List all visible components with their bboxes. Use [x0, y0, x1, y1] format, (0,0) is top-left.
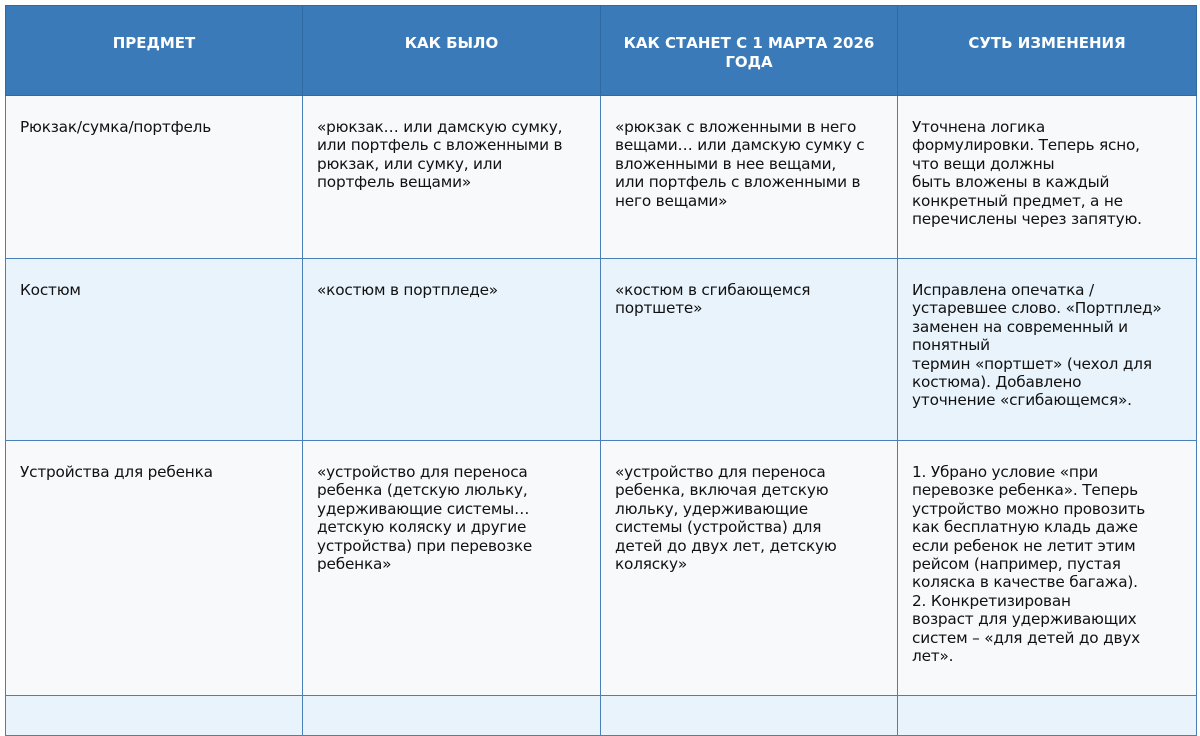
- header-item: ПРЕДМЕТ: [6, 6, 303, 96]
- header-change: СУТЬ ИЗМЕНЕНИЯ: [898, 6, 1197, 96]
- cell-before: «костюм в портпледе»: [303, 259, 601, 441]
- cell-before: «устройство для переноса ребенка (детскую люльку, удерживающие системы… детскую коляску и другие устройства) при перевозке ребенка»: [303, 441, 601, 696]
- cell-change: Уточнена логика формулировки. Теперь ясно, что вещи должны быть вложены в каждый конкретный предмет, а не перечислены через запятую.: [898, 96, 1197, 259]
- cell-after: «костюм в сгибающемся портшете»: [601, 259, 898, 441]
- cell-change: Исправлена опечатка / устаревшее слово. «Портплед» заменен на современный и понятный термин «портшет» (чехол для костюма). Добавлено уточнение «сгибающемся».: [898, 259, 1197, 441]
- table-row-partial: [6, 696, 1197, 736]
- cell-after: «рюкзак с вложенными в него вещами… или дамскую сумку с вложенными в нее вещами, или портфель с вложенными в него вещами»: [601, 96, 898, 259]
- table-row: [6, 441, 1197, 696]
- cell-empty: [303, 696, 601, 736]
- header-before: КАК БЫЛО: [303, 6, 601, 96]
- cell-empty: [601, 696, 898, 736]
- cell-before: «рюкзак… или дамскую сумку, или портфель с вложенными в рюкзак, или сумку, или портфель вещами»: [303, 96, 601, 259]
- table-row: [6, 96, 1197, 259]
- cell-change: 1. Убрано условие «при перевозке ребенка». Теперь устройство можно провозить как бесплатную кладь даже если ребенок не летит этим рейсом (например, пустая коляска в качестве багажа). 2. Конкретизирован возраст для удерживающих систем – «для детей до двух лет».: [898, 441, 1197, 696]
- cell-item: Костюм: [6, 259, 303, 441]
- cell-after: «устройство для переноса ребенка, включая детскую люльку, удерживающие системы (устройства) для детей до двух лет, детскую коляску»: [601, 441, 898, 696]
- cell-item: Устройства для ребенка: [6, 441, 303, 696]
- cell-item: Рюкзак/сумка/портфель: [6, 96, 303, 259]
- cell-empty: [6, 696, 303, 736]
- header-row: [6, 6, 1197, 96]
- header-after: КАК СТАНЕТ С 1 МАРТА 2026 ГОДА: [601, 6, 898, 96]
- comparison-table: [5, 5, 1197, 736]
- table-row: [6, 259, 1197, 441]
- cell-empty: [898, 696, 1197, 736]
